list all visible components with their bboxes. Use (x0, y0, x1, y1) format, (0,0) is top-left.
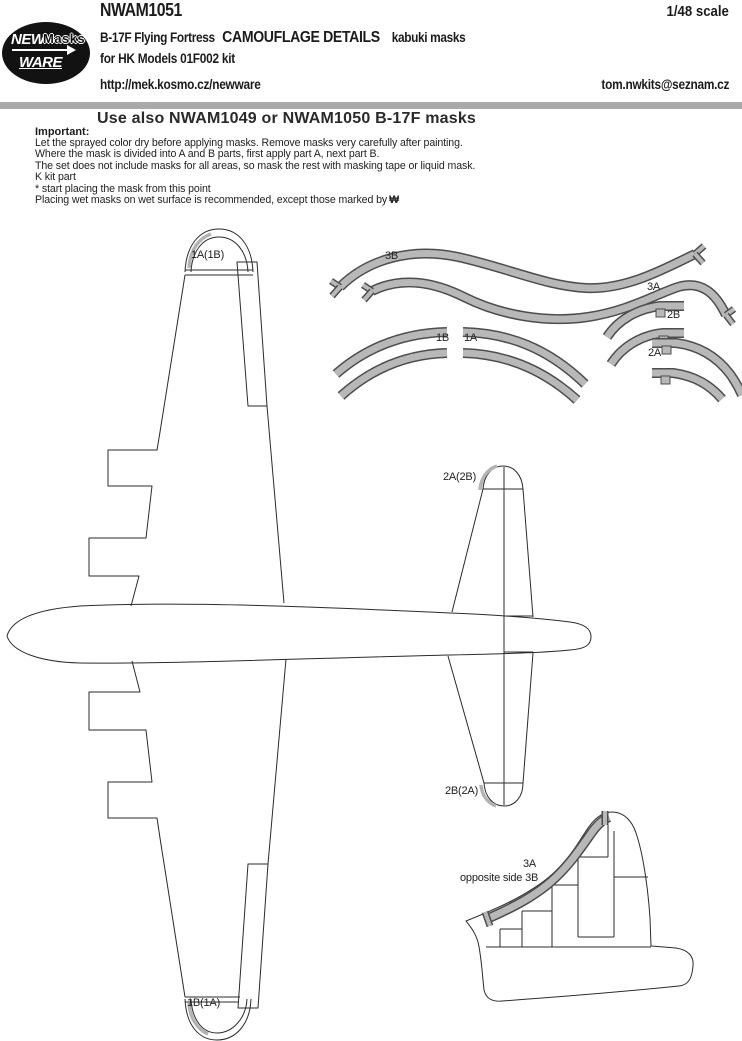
title-masks: kabuki masks (391, 30, 466, 45)
label-fin-opposite: opposite side 3B (460, 872, 539, 884)
important-line-2: Where the mask is divided into A and B parts, first apply part A, next part B. (35, 148, 380, 161)
aileron-bottom (238, 864, 268, 1008)
stabilizer-plan-view (448, 466, 533, 806)
wet-line-text: Placing wet masks on wet surface is recommended, except those marked by (35, 194, 388, 207)
kit-line (100, 51, 253, 66)
logo-text-ware: WARE (19, 54, 62, 71)
important-line-5: * start placing the mask from this point (35, 182, 211, 195)
newware-logo (2, 22, 90, 84)
product-code (100, 0, 193, 21)
important-line-4: K kit part (35, 171, 76, 184)
scale-text: 1/48 scale (666, 3, 729, 20)
important-line-3: The set does not include masks for all areas, so mask the rest with masking tape or liquid mask. (35, 159, 476, 172)
label-strip-1a: 1A (464, 332, 478, 344)
leading-edge-lower-with-nacelles (89, 661, 185, 997)
label-strip-2a: 2A (648, 347, 662, 359)
use-also-note: Use also NWAM1049 or NWAM1050 B-17F masks (97, 110, 477, 127)
label-fin-mask: 3A (523, 858, 537, 870)
title-row (100, 29, 465, 47)
website-url (100, 77, 282, 92)
fuselage-plan-view (7, 604, 591, 663)
label-strip-2b: 2B (667, 309, 681, 321)
stabtip-top-mask-arc (480, 466, 497, 490)
leading-edge-upper-with-nacelles (89, 275, 185, 606)
mask-strips (331, 246, 742, 400)
important-block (35, 126, 475, 206)
scale-note (658, 3, 729, 20)
logo-text-new: NEW (11, 31, 45, 48)
sheet-title (100, 29, 515, 47)
product-code-text: NWAM1051 (100, 0, 182, 20)
logo-arrow-icon (12, 49, 68, 51)
label-wing-tip-top: 1A(1B) (191, 249, 225, 261)
website-text: http://mek.kosmo.cz/newware (100, 77, 261, 92)
important-heading: Important: (35, 126, 90, 138)
contact-email (584, 77, 729, 92)
important-line-wet (35, 195, 475, 206)
wing-plan-view (89, 229, 286, 1040)
no-water-icon: ₩ (389, 194, 399, 207)
title-type: CAMOUFLAGE DETAILS (222, 29, 380, 46)
important-line-1: Let the sprayed color dry before applying masks. Remove masks very carefully after painting. (35, 137, 463, 149)
label-stab-tip-bottom: 2B(2A) (445, 785, 479, 797)
label-strip-3a: 3A (647, 281, 661, 293)
kit-line-text: for HK Models 01F002 kit (100, 51, 235, 66)
email-text: tom.nwkits@seznam.cz (601, 77, 729, 92)
label-strip-3b: 3B (385, 250, 399, 262)
label-strip-1b: 1B (436, 332, 450, 344)
title-plane: B-17F Flying Fortress (100, 30, 215, 45)
separator-bar (0, 102, 742, 109)
aileron-top (237, 262, 267, 406)
label-stab-tip-top: 2A(2B) (443, 471, 477, 483)
label-wing-tip-bottom: 1B(1A) (187, 997, 221, 1009)
logo-text-masks: Masks (43, 31, 86, 46)
tail-fin-side-view (466, 811, 693, 1001)
logo-arrow-head-icon (67, 45, 76, 55)
